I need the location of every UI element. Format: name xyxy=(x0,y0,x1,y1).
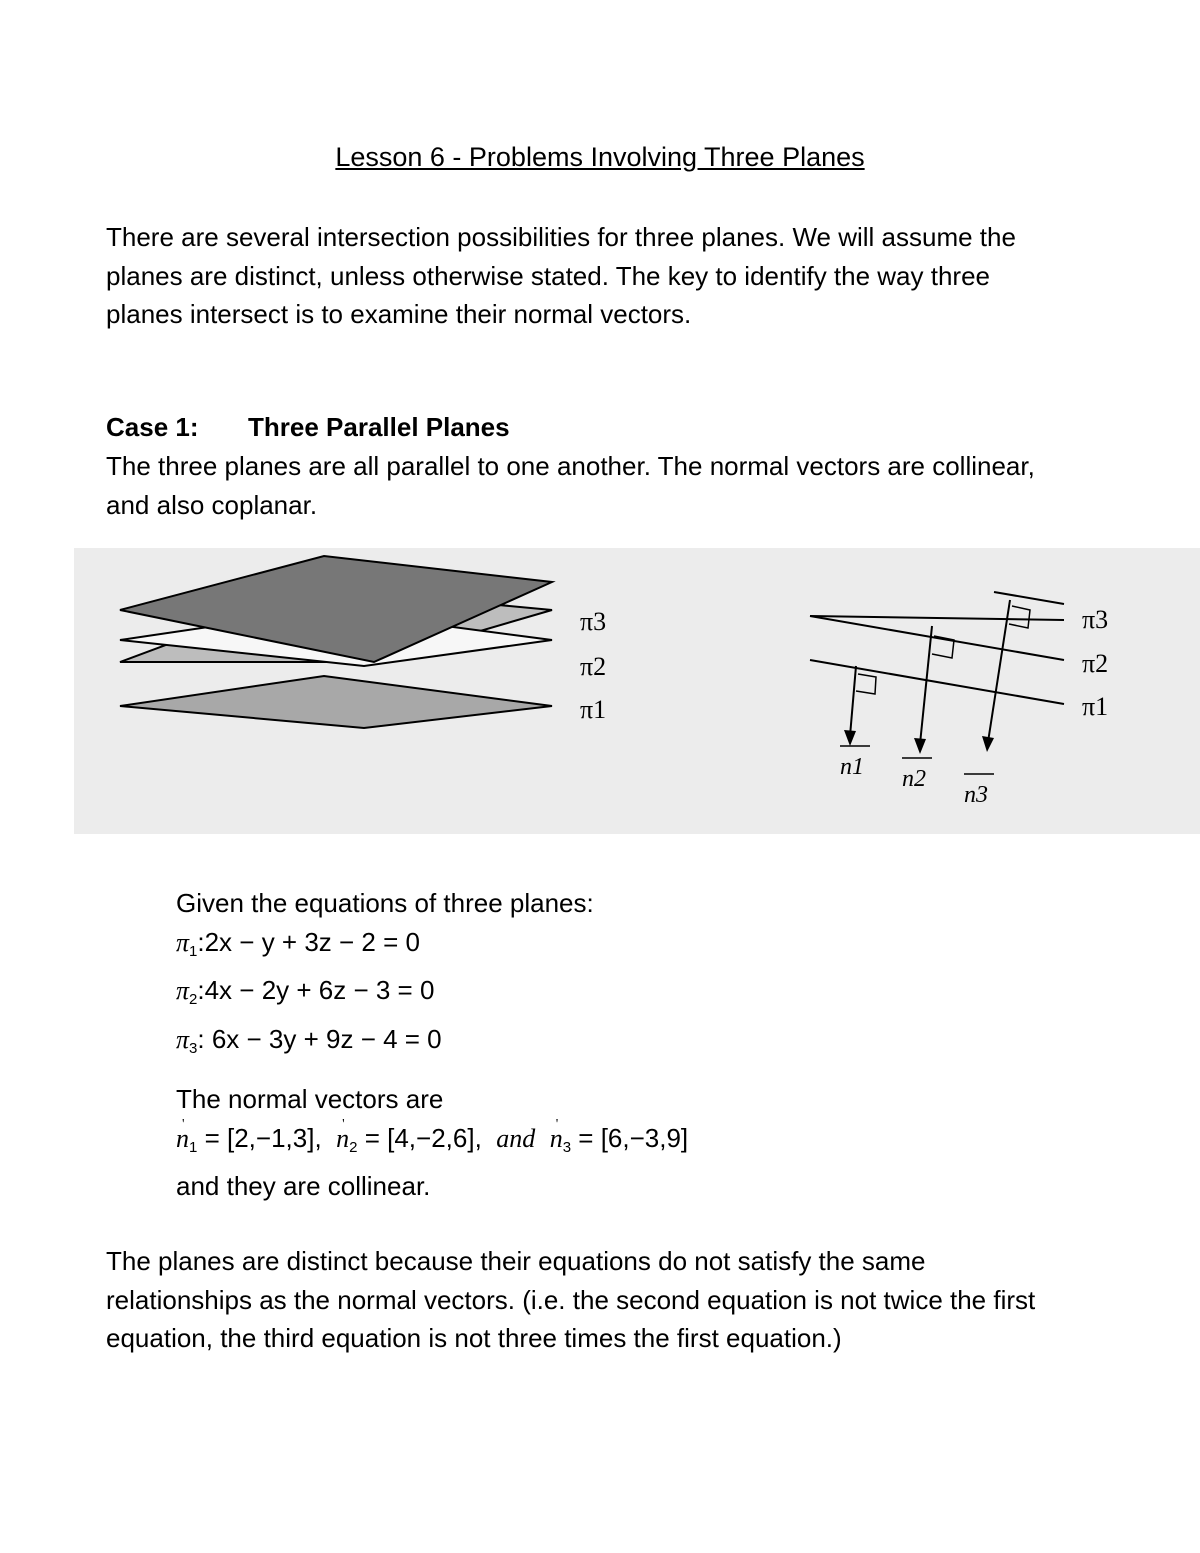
plane-symbol: π xyxy=(176,1024,190,1054)
normal-n3-symbol: n ' xyxy=(550,1120,563,1159)
distinct-paragraph: The planes are distinct because their equations do not satisfy the same relationships as the normal vectors. (i.e. the second equation is not twice the first equation, the third equation is not three times the first equation.) xyxy=(106,1246,1036,1353)
plane-subscript: 1 xyxy=(189,942,198,960)
left-label-pi2: π2 xyxy=(580,652,607,681)
plane-subscript: 2 xyxy=(189,991,198,1008)
equation-2 xyxy=(176,971,594,1020)
page-title: Lesson 6 - Problems Involving Three Planes xyxy=(335,142,865,172)
case-heading xyxy=(106,408,510,446)
left-label-pi1: π1 xyxy=(580,695,607,724)
intro-paragraph: There are several intersection possibilities for three planes. We will assume the planes are distinct, unless otherwise stated. The key to identify the way three planes intersect is to examine their normal vectors. xyxy=(106,222,1016,329)
equation-body: : 6x − 3y + 9z − 4 = 0 xyxy=(197,1023,442,1054)
plane-subscript: 3 xyxy=(189,1039,198,1057)
case-label: Case 1: xyxy=(106,412,199,442)
right-label-pi3: π3 xyxy=(1082,605,1109,634)
normals-line xyxy=(176,1119,688,1168)
equation-1 xyxy=(176,923,594,972)
right-label-pi1: π1 xyxy=(1082,692,1109,721)
plane-symbol: π xyxy=(176,976,190,1005)
case-name: Three Parallel Planes xyxy=(248,412,510,442)
normal-n2-subscript: 2 xyxy=(349,1138,358,1156)
normal-n1-subscript: 1 xyxy=(189,1138,198,1156)
equations-block xyxy=(176,884,594,1068)
case-description: The three planes are all parallel to one another. The normal vectors are collinear, and also coplanar. xyxy=(106,451,1035,520)
normal-label-n2: n2 xyxy=(902,766,926,792)
normals-block xyxy=(176,1080,688,1206)
parallel-planes-figure xyxy=(74,548,1200,834)
normal-label-n1: n1 xyxy=(840,754,864,780)
normal-label-n3: n3 xyxy=(964,782,988,808)
equation-body: :4x − 2y + 6z − 3 = 0 xyxy=(197,975,435,1005)
plane-symbol: π xyxy=(176,927,190,957)
normal-n3-value: = [6,−3,9] xyxy=(578,1122,689,1153)
normal-n2-symbol: n ' xyxy=(336,1120,349,1159)
normal-n3-subscript: 3 xyxy=(562,1138,572,1156)
normal-n1-symbol: n ' xyxy=(176,1120,189,1159)
equation-3 xyxy=(176,1020,594,1069)
normals-intro: The normal vectors are xyxy=(176,1084,444,1114)
equation-body: :2x − y + 3z − 2 = 0 xyxy=(197,926,420,957)
normal-n2-value: = [4,−2,6], xyxy=(364,1122,482,1153)
normal-n1-value: = [2,−1,3], xyxy=(204,1122,322,1153)
normals-conclusion: and they are collinear. xyxy=(176,1171,431,1201)
and-word: and xyxy=(496,1123,536,1153)
left-label-pi3: π3 xyxy=(580,607,607,636)
equations-intro: Given the equations of three planes: xyxy=(176,888,594,918)
figure-svg xyxy=(74,548,1200,834)
right-label-pi2: π2 xyxy=(1082,649,1109,678)
